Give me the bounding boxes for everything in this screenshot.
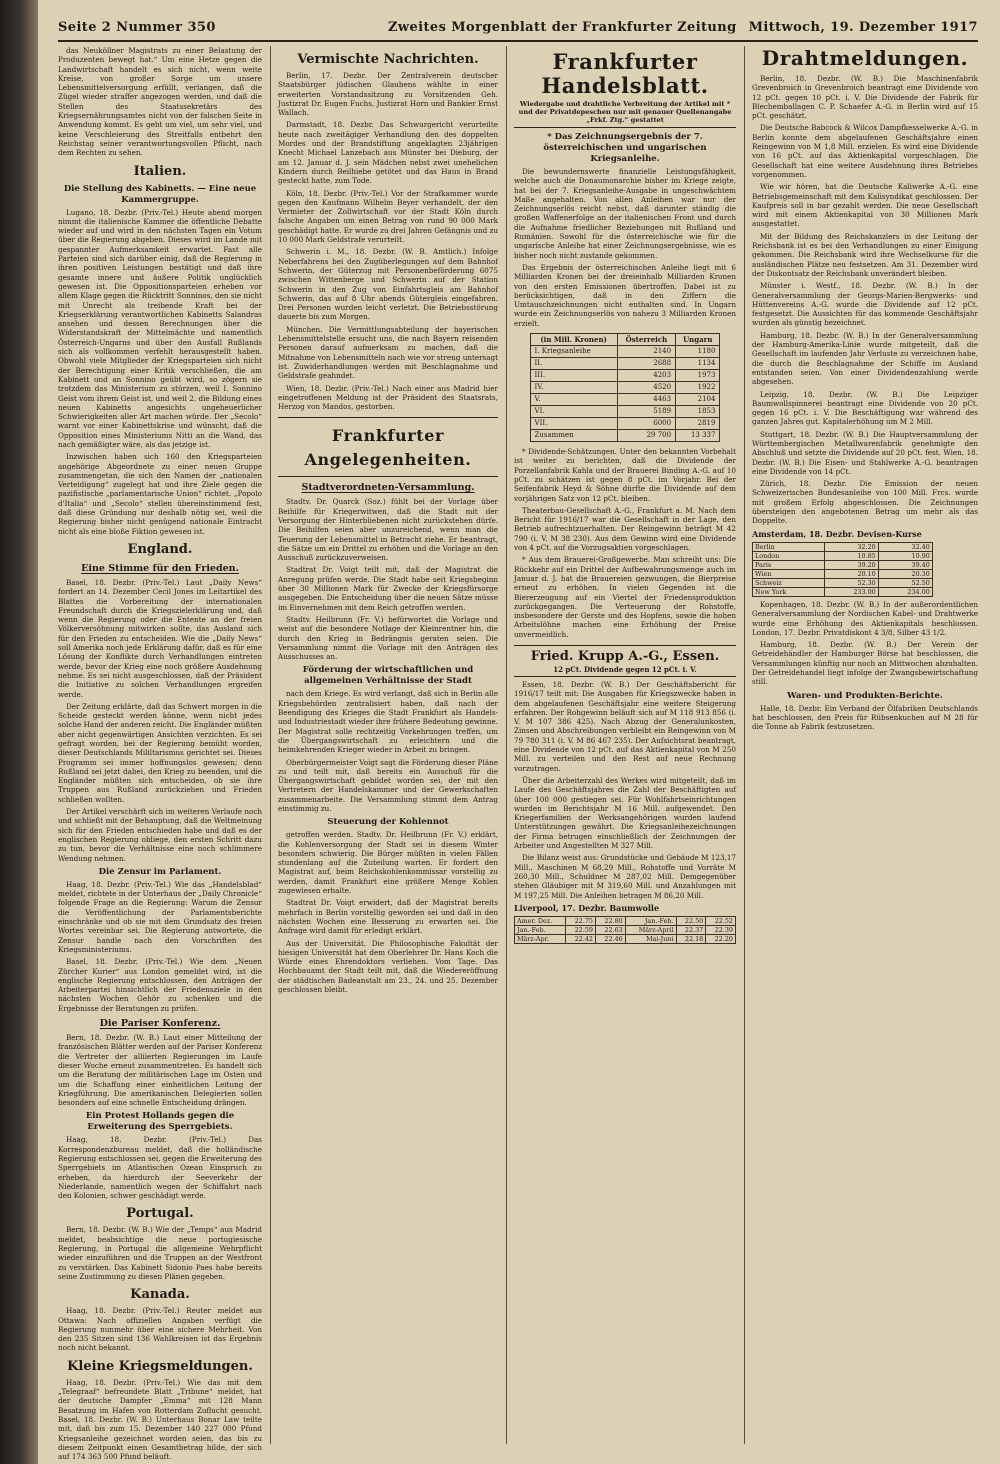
article-paragraph: Die bewundernswerte finanzielle Leistungsfähigkeit, welche auch die Donaumonarchie bisher im Kriege zeigte, hat bei der 7. Kriegsanleihe-Ausgabe in ungeschwächtem Maße angehalten. Von allen Anleihen war nur der Zeichnungserlös reicht nebst, daß darunter ständig die großen Waffenerfolge an der italienischen Front und durch die Aufnahme friedlicher Beziehungen mit Rußland und Rumänien. Sowohl für die österreichische wie für die ungarische Anleihe hat einer Zeichnungsergebnisse, wie es bisher noch nicht zustande gekommen. xyxy=(514,167,736,260)
heading-portugal: Portugal. xyxy=(126,1206,194,1222)
table-row xyxy=(515,917,736,926)
reprint-notice: Wiedergabe und drahtliche Verbreitung der Artikel mit * und der Privatdepeschen nur mit genauer Quellenangabe „Frkf. Ztg.“ gestattet xyxy=(514,100,736,128)
column-rule xyxy=(506,46,507,1444)
column-rule xyxy=(270,46,271,1444)
article-paragraph: Münster i. Westf., 18. Dezbr. (W. B.) In der Generalversammlung der Georgs-Marien-Bergwerks- und Hüttenvereins A.-G. wurde die Dividende auf 12 pCt. festgesetzt. Die Aussichten für das kommende Geschäftsjahr wurden als günstig bezeichnet. xyxy=(752,281,978,328)
article-paragraph: Stadtrat Dr. Voigt erwidert, daß der Magistrat bereits mehrfach in Berlin vorstellig geworden sei und daß in den nächsten Wochen eine Besserung zu erwarten sei. Die Anfrage wird damit für erledigt erklärt. xyxy=(278,898,498,936)
table-cell: 1180 xyxy=(676,346,720,358)
article-paragraph: Der Artikel verschärft sich im weiteren Verlaufe noch und schließt mit der Behauptung, daß die Weltmeinung sich für den Frieden entschieden habe und daß es der englischen Regierung obliege, den ersten Schritt dazu zu tun, bevor die Verhältnisse eine noch schlimmere Wendung nehmen. xyxy=(58,807,262,863)
column-politics xyxy=(58,46,262,1462)
table-cell: März-April xyxy=(625,926,676,935)
table-cell: 10.85 xyxy=(824,551,878,560)
market-report-title: Amsterdam, 18. Dezbr. Devisen-Kurse xyxy=(752,528,922,539)
article-paragraph: Stadtrat Dr. Voigt teilt mit, daß der Magistrat die Anregung prüfen werde. Die Stadt habe seit Kriegsbeginn über 30 Millionen Mark für Zwecke der Kriegsfürsorge ausgegeben. Die Entscheidung über die neuen Sätze müsse im Einvernehmen mit dem Reich getroffen werden. xyxy=(278,565,498,612)
table-row xyxy=(753,569,933,578)
article-paragraph: Kopenhagen, 18. Dezbr. (W. B.) In der außerordentlichen Generalversammlung der Nordischen Kabel- und Drahtwerke wurde eine Erhöhung des Aktienkapitals beschlossen. London, 17. Dezbr. Privatdiskont 4 3/8, Silber 43 1/2. xyxy=(752,599,978,637)
table-row xyxy=(753,578,933,587)
article-paragraph: Halle, 18. Dezbr. Ein Verband der Ölfabriken Deutschlands hat beschlossen, den Preis für Rübsenkuchen auf M 28 für die Tonne ab Fabrik festzusetzen. xyxy=(752,703,978,732)
kriegsanleihe-table xyxy=(530,333,721,442)
table-cell: 22.75 xyxy=(566,917,596,926)
table-cell: London xyxy=(753,551,825,560)
table-cell: 4463 xyxy=(617,394,675,406)
table-cell: Zusammen xyxy=(530,430,617,442)
table-cell: 2688 xyxy=(617,358,675,370)
table-cell: Amer. Dez. xyxy=(515,917,566,926)
table-cell: 39.40 xyxy=(878,560,932,569)
table-header: Ungarn xyxy=(676,334,720,346)
heading-drahtmeldungen: Drahtmeldungen. xyxy=(761,46,969,70)
table-cell: V. xyxy=(530,394,617,406)
article-paragraph: Berlin, 18. Dezbr. (W. B.) Die Maschinenfabrik Grevenbroich in Grevenbroich beantragt eine Dividende von 12 pCt. gegen 10 pCt. i. V. Die Dividende der Fabrik für Blechemballagen C. P. Schaefer A.-G. in Berlin wird auf 15 pCt. geschätzt. xyxy=(752,74,978,121)
article-paragraph: Stadtv. Heilbrunn (Fr. V.) befürwortet die Vorlage und weist auf die besondere Notlage der Kleinrentner hin, die durch den Krieg in Bedrängnis geraten seien. Die Versammlung nimmt die Vorlage mit den Anträgen des Ausschusses an. xyxy=(278,614,498,662)
table-cell: 22.59 xyxy=(566,926,596,935)
table-cell: 52.50 xyxy=(878,578,932,587)
table-cell: II. xyxy=(530,358,617,370)
table-cell: 22.50 xyxy=(676,917,706,926)
heading-frankfurter-handelsblatt: Frankfurter Handelsblatt. xyxy=(541,49,709,98)
table-cell: 22.42 xyxy=(566,935,596,944)
table-cell: 32.40 xyxy=(878,542,932,551)
table-cell: 1973 xyxy=(676,370,720,382)
table-cell: VII. xyxy=(530,418,617,430)
table-cell: 1853 xyxy=(676,406,720,418)
table-cell: New York xyxy=(753,587,825,596)
table-cell: 22.37 xyxy=(676,926,706,935)
article-paragraph: Inzwischen haben sich 160 den Kriegsparteien angehörige Abgeordnete zu einer neuen Gruppe zusammengetan, die sich den Namen der „nationalen Verteidigung“ zugelegt hat und ihre Ziele gegen die pazifistische „parlamentarische Union“ richtet. „Popolo d'Italia“ und „Secolo“ stellen übereinstimmend fest, daß diese Gründung nur deshalb nötig sei, weil die Regierung bisher nicht genügend nationale Eintracht nicht als eine bloße Fiktion gewesen ist. xyxy=(58,452,262,536)
table-cell: 29 700 xyxy=(617,430,675,442)
article-paragraph: Theaterbau-Gesellschaft A.-G., Frankfurt a. M. Nach dem Bericht für 1916/17 war die Gesellschaft in der Lage, den Betrieb aufrechtzuerhalten. Der Reingewinn beträgt M 42 790 (i. V. M 38 230). Aus dem Gewinn wird eine Dividende von 4 pCt. auf die Vorzugsaktien vorgeschlagen. xyxy=(514,505,736,553)
book-binding xyxy=(0,0,38,1464)
article-paragraph: Leipzig, 18. Dezbr. (W. B.) Die Leipziger Baumwollspinnerei beantragt eine Dividende von 20 pCt. gegen 16 pCt. i. V. Die Beschäftigung war während des ganzen Jahres gut. Kapitalerhöhung um M 2 Mill. xyxy=(752,389,978,427)
table-cell: Jan.-Feb. xyxy=(625,917,676,926)
table-cell: VI. xyxy=(530,406,617,418)
article-paragraph: Hamburg, 18. Dezbr. (W. B.) Der Verein der Getreidehändler der Hamburger Börse hat beschlossen, die Versammlungen künftig nur noch an Mittwochen abzuhalten. Der Getreidehandel liegt infolge der Zwangsbewirtschaftung still. xyxy=(752,640,978,687)
heading-vermischte-nachrichten: Vermischte Nachrichten. xyxy=(297,52,479,67)
article-paragraph: München. Die Vermittlungsabteilung der bayerischen Lebensmittelstelle ersucht uns, die nach Bayern reisenden Personen darauf aufmerksam zu machen, daß die Mitnahme von Lebensmitteln nach wie vor streng untersagt ist. Zuwiderhandlungen werden mit Beschlagnahme und Geldstrafe geahndet. xyxy=(278,324,498,381)
article-paragraph: Bern, 18. Dezbr. (W. B.) Laut einer Mitteilung der französischen Blätter werden auf der Pariser Konferenz die Vertreter der alliierten Regierungen im Laufe dieser Woche erneut zusammentreten. Es handelt sich um die Beratung der militärischen Lage im Osten und um die Schaffung einer einheitlichen Leitung der Kriegführung. Die amerikanischen Delegierten sollen besonders auf eine schnelle Entscheidung drängen. xyxy=(58,1033,262,1108)
table-row xyxy=(530,430,720,442)
heading-italien: Italien. xyxy=(133,163,187,179)
table-cell: 39.20 xyxy=(824,560,878,569)
article-paragraph: Die Bilanz weist aus: Grundstücke und Gebäude M 123,17 Mill., Maschinen M 68,29 Mill., Rohstoffe und Vorräte M 260,30 Mill., Schuldner M 287,02 Mill. Demgegenüber stehen Gläubiger mit M 319,60 Mill. und Anzahlungen mit M 197,25 Mill. Die Anleihen betragen M 86,20 Mill. xyxy=(514,853,736,900)
heading-warenberichte: Waren- und Produkten-Berichte. xyxy=(787,690,943,701)
article-paragraph: Basel, 18. Dezbr. (Priv.-Tel.) Wie dem „Neuen Zürcher Kurier“ aus London gemeldet wird, ist die englische Regierung entschlossen, den Anträgen der Arbeiterpartei hinsichtlich der Friedensziele in den nächsten Wochen Gehör zu schenken und die Ergebnisse der Beratungen zu prüfen. xyxy=(58,957,262,1013)
table-cell: 1922 xyxy=(676,382,720,394)
table-cell: 2819 xyxy=(676,418,720,430)
heading-zensur: Die Zensur im Parlament. xyxy=(98,866,222,877)
table-row xyxy=(530,346,720,358)
table-header: (in Mill. Kronen) xyxy=(530,334,617,346)
table-cell: März-Apr. xyxy=(515,935,566,944)
table-row xyxy=(515,935,736,944)
table-cell: 52.30 xyxy=(824,578,878,587)
heading-stadtverordneten: Stadtverordneten-Versammlung. xyxy=(301,482,475,494)
table-cell: 20.10 xyxy=(824,569,878,578)
heading-krupp: Fried. Krupp A.-G., Essen. xyxy=(530,648,720,664)
cotton-market-table xyxy=(514,916,736,944)
subheading-england: Eine Stimme für den Frieden. xyxy=(81,562,239,574)
table-cell: 2104 xyxy=(676,394,720,406)
article-paragraph: Wien, 18. Dezbr. (Priv.-Tel.) Nach einer aus Madrid hier eingetroffenen Meldung ist der Präsident des Staatsrats, Herzog von Mandos, gestorben. xyxy=(278,383,498,412)
article-paragraph: Wie wir hören, hat die Deutsche Kaliwerke A.-G. eine Betriebsgemeinschaft mit dem Kalisyndikat geschlossen. Der Kaufpreis soll in bar gezahlt werden. Die neue Gesellschaft wird mit einem Aktienkapital von 30 Millionen Mark ausgestattet. xyxy=(752,182,978,229)
table-row xyxy=(753,551,933,560)
article-paragraph: Haag, 18. Dezbr. (Priv.-Tel.) Wie das mit dem „Telegraaf“ befreundete Blatt „Tribune“ meldet, hat der deutsche Dampfer „Emma“ mit 128 Mann Besatzung im Hafen von Rotterdam Zuflucht gesucht. Basel, 18. Dezbr. (W. B.) Unterhaus Bonar Law teilte mit, daß bis zum 15. Dezember 140 227 000 Pfund Kriegsanleihe gezeichnet worden seien, das bis zu diesem Zeitpunkt einen Gesamtbetrag bilde, der sich auf 174 363 500 Pfund beläuft. xyxy=(58,1377,262,1462)
newspaper-title: Zweites Morgenblatt der Frankfurter Zeitung xyxy=(388,20,737,35)
table-cell: 32.20 xyxy=(824,542,878,551)
article-paragraph: Köln, 18. Dezbr. (Priv.-Tel.) Vor der Strafkammer wurde gegen den Kaufmann Wilhelm Beyer verhandelt, der den Vermieter der Zollwirtschaft vor der Stadt Köln durch falsche Angaben um einen Betrag von rund 90 000 Mark geschädigt hatte. Er wurde zu drei Jahren Gefängnis und zu 10 000 Mark Geldstrafe verurteilt. xyxy=(278,188,498,245)
table-cell: 22.18 xyxy=(676,935,706,944)
table-row xyxy=(530,394,720,406)
subheading-kohlennot: Steuerung der Kohlennot xyxy=(327,817,449,828)
article-paragraph: Schwerin i. M., 18. Dezbr. (W. B. Amtlich.) Infolge Neberfahrens bei den Zugüberlegungen auf dem Bahnhof Schwerin, der Güterzug mit Personenbeförderung 6075 zwischen Wittenberge und Schwerin auf der Station Schwerin in den Zug von Einfahrtsgleis am Bahnhof Schwerin, das auf 8 Uhr abends Gütergleis eingefahren. Drei Personen wurden leicht verletzt. Die Betriebsstörung dauerte bis zum Morgen. xyxy=(278,247,498,322)
table-cell: 22.20 xyxy=(706,935,736,944)
table-cell: 6000 xyxy=(617,418,675,430)
article-paragraph: Aus der Universität. Die Philosophische Fakultät der hiesigen Universität hat dem Oberlehrer Dr. Hans Koch die Würde eines Ehrendoktors verliehen. Vom Tage. Das Hochbauamt der Stadt teilt mit, daß die Wiedereröffnung der städtischen Badeanstalt am 23., 24. und 25. Dezember geschlossen bleibt. xyxy=(278,938,498,995)
table-cell: 4520 xyxy=(617,382,675,394)
article-paragraph: getroffen werden. Stadtv. Dr. Heilbrunn (Fr. V.) erklärt, die Kohlenversorgung der Stadt sei in diesem Winter besonders schwierig. Die Bürger müßten in vielen Fällen stundenlang auf die Zuteilung warten. Er fordert den Magistrat auf, beim Reichskohlenkommissar vorstellig zu werden, damit Frankfurt eine größere Menge Kohlen zugewiesen erhalte. xyxy=(278,830,498,896)
article-paragraph: Über die Arbeiterzahl des Werkes wird mitgeteilt, daß im Laufe des Geschäftsjahres die Zahl der Beschäftigten auf über 100 000 gestiegen sei. Für Wohlfahrtseinrichtungen wurden im Berichtsjahr M 16 Mill. aufgewendet. Den Kriegerfamilien der Werksangehörigen wurden laufend Unterstützungen gewährt. Die Kriegsanleihezeichnungen der Firma betrugen einschließlich der Zeichnungen der Arbeiter und Angestellten M 327 Mill. xyxy=(514,775,736,851)
table-row xyxy=(515,926,736,935)
table-cell: Schweiz xyxy=(753,578,825,587)
subheading-krupp-dividende: 12 pCt. Dividende gegen 12 pCt. i. V. xyxy=(553,664,697,674)
table-cell: Mai-Juni xyxy=(625,935,676,944)
krupp-heading-box xyxy=(514,645,736,677)
issue-date: Mittwoch, 19. Dezember 1917 xyxy=(748,20,978,35)
table-cell: 1134 xyxy=(676,358,720,370)
table-cell: I. Kriegsanleihe xyxy=(530,346,617,358)
table-cell: Paris xyxy=(753,560,825,569)
table-cell: III. xyxy=(530,370,617,382)
table-row xyxy=(753,587,933,596)
article-paragraph: Stuttgart, 18. Dezbr. (W. B.) Die Hauptversammlung der Württembergischen Metallwarenfabrik genehmigte den Abschluß und setzte die Dividende auf 20 pCt. fest. Wien, 18. Dezbr. (W. B.) Die Eisen- und Stahlwerke A.-G. beantragen eine Dividende von 14 pCt. xyxy=(752,429,978,476)
article-paragraph: Stadtv. Dr. Quarck (Soz.) fühlt bei der Vorlage über Beihilfe für Kriegerwitwen, daß die Stadt mit der Versorgung der Hinterbliebenen nicht zurückstehen dürfe. Die Beihilfen seien aber unzureichend, wenn man die Teuerung der Lebensmittel in Betracht ziehe. Er beantragt, die Sätze um ein Drittel zu erhöhen und die Vorlage an den Ausschuß zurückzuverweisen. xyxy=(278,497,498,563)
article-paragraph: Haag, 18. Dezbr. (Priv.-Tel.) Wie das „Handelsblad“ meldet, richtete in der Unterhaus der „Daily Chronicle“ folgende Frage an die Regierung: Warum die Zensur die Veröffentlichung der Parlamentsberichte einschränke und ob sie mit dem Grundsatz des freien Wortes vereinbar sei. Die Regierung antwortete, die Zensur handle nach den Vorschriften des Kriegsministeriums. xyxy=(58,879,262,954)
devisen-table xyxy=(752,542,933,597)
article-paragraph: Haag, 18. Dezbr. (Priv.-Tel.) Reuter meldet aus Ottawa: Nach offiziellen Angaben verfügt die Regierung nunmehr über eine sichere Mehrheit. Von den 235 Sitzen sind 136 Wahlkreisen ist das Ergebnis noch nicht bekannt. xyxy=(58,1306,262,1353)
table-cell: 4203 xyxy=(617,370,675,382)
table-cell: 22.52 xyxy=(706,917,736,926)
article-paragraph: Die Deutsche Babcock & Wilcox Dampfkesselwerke A.-G. in Berlin konnte dem abgelaufenen Geschäftsjahre einen Reingewinn von M 1,8 Mill. erzielen. Es wird eine Dividende von 16 pCt. auf das Aktienkapital vorgeschlagen. Die Gesellschaft hat eine weitere Ausdehnung ihres Betriebes vorgenommen. xyxy=(752,123,978,179)
table-row xyxy=(530,418,720,430)
article-paragraph: Der Zeitung erklärte, daß das Schwert morgen in die Scheide gesteckt werden könne, wenn nicht jedes solche Hand der anderen reicht. Die Engländer müßten aber nicht gegenwärtigen Ansichten verzichten. Es sei gefragt worden, bei der Regierung bemüht worden, dieser Deutschlands Mililtarismus gerichtet sei. Dieses Programm sei immer hoffnungslos gewesen; denn Rußland sei jetzt dabei, den Krieg zu beenden, und die Engländer müßten sich entscheiden, ob sie ihre Truppen aus Rußland zurückziehen und Frieden schließen wollten. xyxy=(58,701,262,804)
column-handelsblatt xyxy=(514,46,736,1446)
table-row xyxy=(530,370,720,382)
table-cell: Berlin xyxy=(753,542,825,551)
page-number-issue: Seite 2 Nummer 350 xyxy=(58,20,216,35)
table-cell: 22.46 xyxy=(596,935,626,944)
table-cell: 22.80 xyxy=(596,917,626,926)
table-cell: 20.30 xyxy=(878,569,932,578)
table-row xyxy=(530,358,720,370)
article-paragraph: Das Ergebnis der österreichischen Anleihe liegt mit 6 Milliarden Kronen bei der dreieinhalb Milliarden Kronen von den ersten Emissionen übertroffen. Dabei ist zu berücksichtigen, daß in den Ziffern die Umtauschzeichnungen nicht enthalten sind. In Ungarn wurde ein Zeichnungserlös von nahezu 3 Milliarden Kronen erzielt. xyxy=(514,262,736,328)
section-divider xyxy=(278,417,498,477)
market-report-title: Liverpool, 17. Dezbr. Baumwolle xyxy=(514,902,660,913)
article-intro: das Neuköllner Magistrats zu einer Belastung der Produzenten bewegt hat.“ Um eine Hetze gegen die Landwirtschaft handelt es sich nicht, wenn weite Kreise, von großer Sorge um unsere Lebensmittelversorgung erfüllt, verlangen, daß die Zügel wieder straffer angezogen werden, und daß die Stellen des Staatssekretärs des Kriegsernährungsamtes nicht von der falschen Seite in Anwendung kommt. Es geht um viel, um sehr viel, und keine Verschleierung des Streitfalls entbehrt den Reichstag seiner verantwortungsvollen Pflicht, nach dem Rechten zu sehen. xyxy=(58,46,262,158)
subheading-italien: Die Stellung des Kabinetts. — Eine neue Kammergruppe. xyxy=(63,183,257,205)
column-local-news xyxy=(278,46,498,1446)
heading-england: England. xyxy=(127,541,193,557)
table-cell: 10.90 xyxy=(878,551,932,560)
article-paragraph: Essen, 18. Dezbr. (W. B.) Der Geschäftsbericht für 1916/17 teilt mit: Die Ausgaben für Kriegszwecke haben in dem abgelaufenen Geschäftsjahr eine weitere Steigerung erfahren. Der Rohgewinn beläuft sich auf M 118 913 856 (i. V. M 107 386 425). Nach Abzug der Generalunkosten, Zinsen und Abschreibungen verbleibt ein Reingewinn von M 79 780 311 (i. V. M 86 467 235). Der Aufsichtsrat beantragt, eine Dividende von 12 pCt. auf das Aktienkapital von M 250 Mill. zu verteilen und den Rest auf neue Rechnung vorzutragen. xyxy=(514,679,736,773)
masthead xyxy=(58,18,978,42)
article-paragraph: * Dividende-Schätzungen. Unter den bekannten Vorbehalt ist weiter zu berichten, daß die Dividende der Porzellanfabrik Kahla und der Brauerei Binding A.-G. auf 10 pCt. zu schätzen ist gegen 8 pCt. im Vorjahr. Bei der Seifenfabrik Heyd & Söhne dürfte die Dividende auf dem vorjährigen Satz von 12 pCt. bleiben. xyxy=(514,447,736,503)
table-cell: Wien xyxy=(753,569,825,578)
table-cell: IV. xyxy=(530,382,617,394)
newspaper-page xyxy=(38,0,1000,1464)
heading-frankfurter-angelegenheiten: Frankfurter Angelegenheiten. xyxy=(304,426,472,470)
table-cell: 5189 xyxy=(617,406,675,418)
article-paragraph: Haag, 18. Dezbr. (Priv.-Tel.) Das Korrespondenzbureau meldet, daß die holländische Regierung entschlossen sei, gegen die Erweiterung des Sperrgebiets im Atlantischen Ozean Einspruch zu erheben, da hierdurch der Seeverkehr der Niederlande, namentlich wegen der Schiffahrt nach den Kolonien, schwer geschädigt werde. xyxy=(58,1135,262,1201)
article-paragraph: * Aus dem Brauerei-Großgewerbe. Man schreibt uns: Die Rückkehr auf ein Drittel der Aufbewahrungsmenge auch im Januar d. J. hat die Brauereien gezwungen, die Bierpreise erneut zu erhöhen. In vielen Gegenden ist die Biererzeugung auf ein Viertel der Friedensproduktion zurückgegangen. Die Verteuerung der Rohstoffe, insbesondere der Gerste und des Hopfens, sowie die hohen Arbeitslöhne machen eine Erhöhung der Preise unvermeidlich. xyxy=(514,555,736,639)
heading-kleine-kriegsmeldungen: Kleine Kriegsmeldungen. xyxy=(67,1358,253,1374)
table-row xyxy=(530,382,720,394)
table-cell: 2140 xyxy=(617,346,675,358)
article-paragraph: Lugano, 18. Dezbr. (Priv.-Tel.) Heute abend morgen nimmt die italienische Kammer die öffentliche Debatte wieder auf und wird in den nächsten Tagen ein Votum über die Regierung abgeben. Dieses wird im Lande mit gespannter Aufmerksamkeit erwartet. Fast alle Parteien sind sich darüber einig, daß die Regierung in ihren positiven Leistungen bestätigt und daß ihre gesamte innere und äußere Politik unglücklich gewesen ist. Die Oppositionsparteien erheben vor allem Klage gegen die Rücktritt Sonninos, den sie nicht mit Unrecht als treibende Kraft bei der Kriegserklärung verantwortlichen Kabinetts Salandras ansehen und dessen Berechnungen über die Widerstandskraft der Mittelmächte und namentlich Österreich-Ungarns und über den Ausfall Rußlands sich als vollkommen verfehlt herausgestellt haben. Obwohl viele Mitglieder der Kriegsparteien sich nicht der Berechtigung einer Kritik verschließen, die am Kabinett und an Sonnino geübt wird, so zögern sie trotzdem das Ministerium zu stürzen, weil I. Sonnino Geist vom ihrem Geist ist, und weil 2. die Bildung eines neuen Kabinetts angesichts ungeheuerlicher Schwierigkeiten aller Art machen würde. Der „Secolo“ warnt vor einer Kabinettskrise und wünscht, daß die Opposition eines Ministeriums Nitti an die Wand, das nach gemäßigter wäre, als das jetzige ist. xyxy=(58,207,262,449)
heading-pariser-konferenz: Die Pariser Konferenz. xyxy=(99,1018,221,1030)
table-cell: 22.63 xyxy=(596,926,626,935)
table-row xyxy=(753,560,933,569)
column-rule xyxy=(744,46,745,1444)
heading-holland-protest: Ein Protest Hollands gegen die Erweiterung des Sperrgebiets. xyxy=(85,1111,235,1133)
table-row xyxy=(753,542,933,551)
article-paragraph: Basel, 18. Dezbr. (Priv.-Tel.) Laut „Daily News“ fordert an 14. Dezember Cecil Jones im Leitartikel des Blattes die Vorbereitung der internationalen Freundschaft durch die Kriegszielerklärung und, daß wenn die Regierung oder die Entente an der freien Völkerversöhnung mitwirken sollte, das Ausland sich für den Frieden zu entscheiden. Wie die „Daily News“ soll Amerika noch jede Erklärung dafür, daß es für eine Lösung der Konflikte durch Verhandlungen eintreten werde, bevor der Krieg eine noch größere Ausdehnung nehme. Es sei nicht ausgeschlossen, daß der Präsident die Initiative zu solchen Verhandlungen ergreifen werde. xyxy=(58,577,262,699)
article-paragraph: Oberbürgermeister Voigt sagt die Förderung dieser Pläne zu und teilt mit, daß bereits ein Ausschuß für die Übergangswirtschaft gebildet worden sei, der mit den Vertretern der Handelskammer und der Gewerkschaften zusammenarbeite. Die Versammlung stimmt dem Antrag einstimmig zu. xyxy=(278,757,498,813)
article-paragraph: Bern, 18. Dezbr. (W. B.) Wie der „Temps“ aus Madrid meldet, beabsichtige die neue portugiesische Regierung, in Portugal die allgemeine Wehrpflicht wieder einzuführen und die Truppen an der Westfront zu verstärken. Das Kabinett Sidonio Paes habe bereits seine Zustimmung zu diesen Plänen gegeben. xyxy=(58,1225,262,1281)
subheading-foerderung: Förderung der wirtschaftlichen und allgemeinen Verhältnisse der Stadt xyxy=(302,665,474,687)
table-cell: Jan.-Feb. xyxy=(515,926,566,935)
article-paragraph: Mit der Bildung des Reichskanzlers in der Leitung der Reichsbank ist es bei den Verhandlungen zu einer Einigung gekommen. Die Reichsbank wird ihre Wechselkurse für die ausländischen Plätze neu festsetzen. Am 31. Dezember wird der Diskontsatz der Reichsbank unverändert bleiben. xyxy=(752,231,978,278)
table-header: Österreich xyxy=(617,334,675,346)
article-paragraph: Darmstadt, 18. Dezbr. Das Schwurgericht verurteilte heute nach zweitägiger Verhandlung den des doppelten Mordes und der Brandstiftung angeklagten 23jährigen Knecht Michael Lanzebach aus Münster bei Dieburg, der am 12. Januar d. J. sein Mädchen nebst zwei unehelichen Kindern durch Beilhiebe getötet und das Haus in Brand gesteckt hatte, zum Tode. xyxy=(278,120,498,186)
table-cell: 234.00 xyxy=(878,587,932,596)
table-cell: 233.00 xyxy=(824,587,878,596)
heading-kanada: Kanada. xyxy=(130,1287,190,1303)
article-paragraph: Berlin, 17. Dezbr. Der Zentralverein deutscher Staatsbürger jüdischen Glaubens wählte in einer erweiterten Vorstandssitzung zu Vorsitzenden Geh. Justizrat Dr. Eugen Fuchs, Justizrat Horn und Bankier Ernst Wallach. xyxy=(278,71,498,118)
table-cell: 22.39 xyxy=(706,926,736,935)
table-cell: 13 337 xyxy=(676,430,720,442)
article-paragraph: nach dem Kriege. Es wird verlangt, daß sich in Berlin alle Kriegsbehörden zentralisiert haben, daß nach der Beendigung des Krieges die Stadt Frankfurt als Handels- und Industriestadt wieder ihre frühere Bedeutung gewinne. Der Magistrat solle rechtzeitig Vorkehrungen treffen, um die Übergangswirtschaft zu erleichtern und die heimkehrenden Krieger wieder in Arbeit zu bringen. xyxy=(278,689,498,755)
table-row xyxy=(530,406,720,418)
article-paragraph: Zürich, 18. Dezbr. Die Emission der neuen Schweizerischen Bundesanleihe von 100 Mill. Frcs. wurde mit großem Erfolg abgeschlossen. Die Zeichnungen übersteigen den angebotenen Betrag um mehr als das Doppelte. xyxy=(752,479,978,526)
heading-kriegsanleihe: * Das Zeichnungsergebnis der 7. österreichischen und ungarischen Kriegsanleihe. xyxy=(543,132,707,164)
column-drahtmeldungen xyxy=(752,46,978,1446)
article-paragraph: Hamburg, 18. Dezbr. (W. B.) In der Generalversammlung der Hamburg-Amerika-Linie wurde mitgeteilt, daß die Gesellschaft im laufenden Jahr Verluste zu verzeichnen habe, die durch die Beschlagnahme der Schiffe im Ausland entstanden seien. Von einer Dividendenzahlung werde abgesehen. xyxy=(752,330,978,387)
